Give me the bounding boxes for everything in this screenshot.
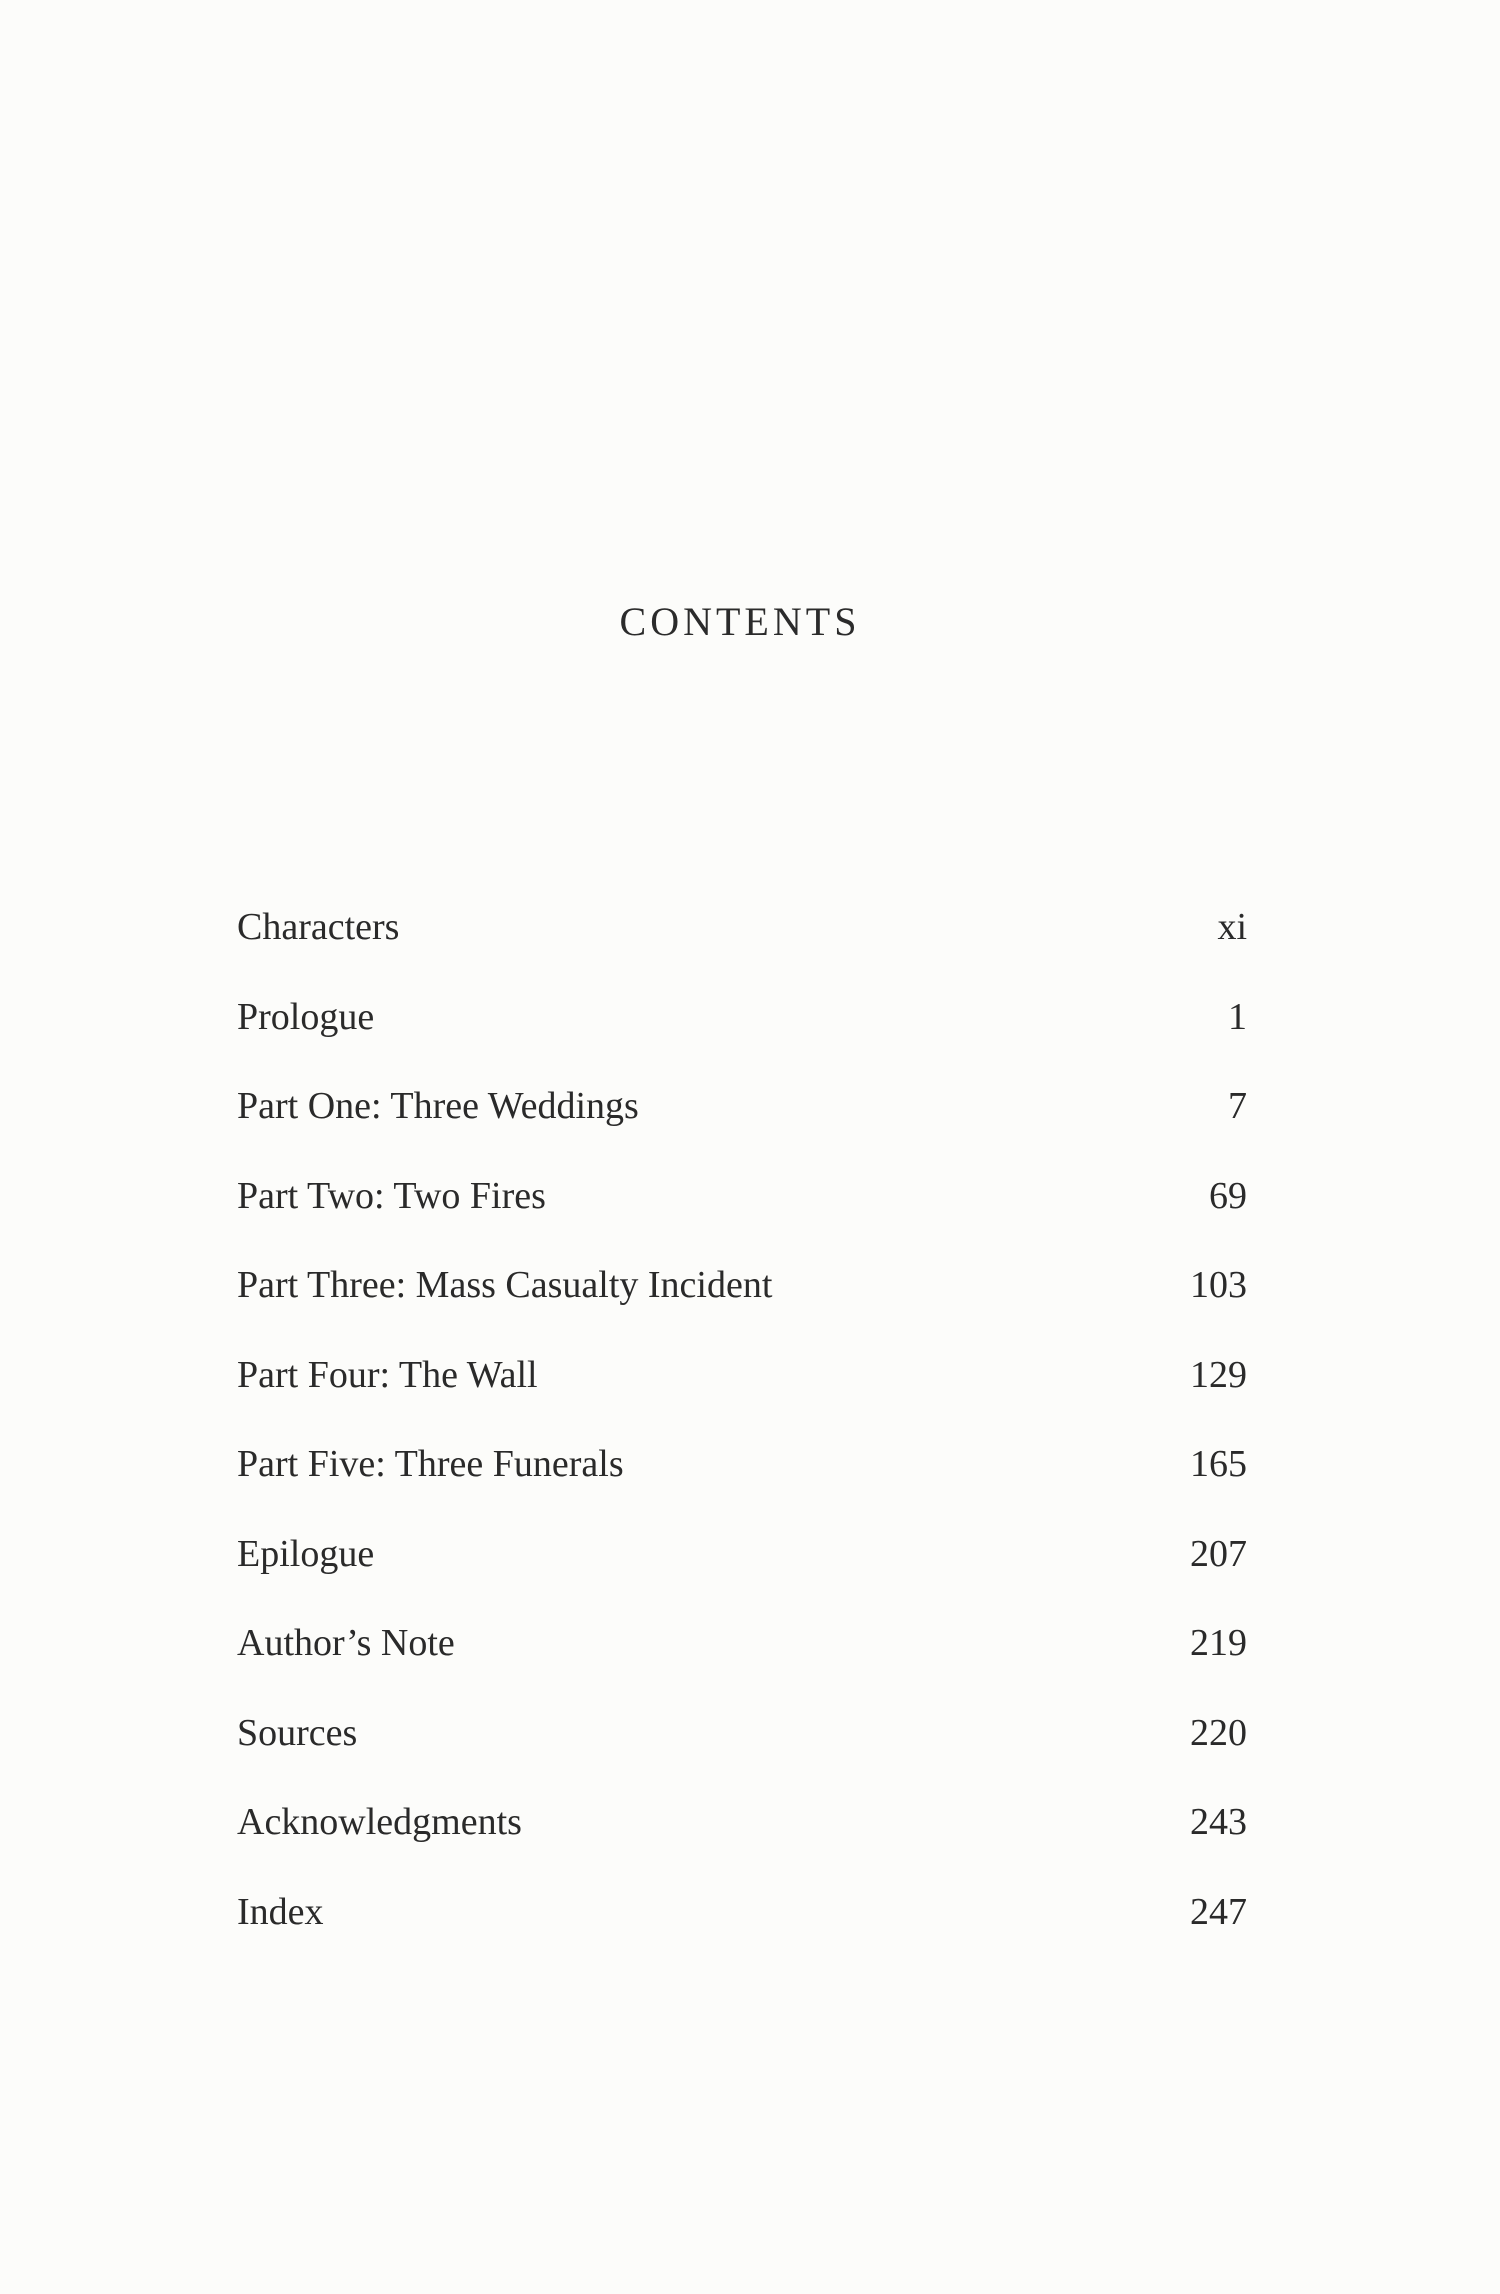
toc-entry-page: 103 xyxy=(1190,1264,1247,1306)
toc-entry-page: 69 xyxy=(1209,1174,1247,1217)
toc-entry xyxy=(237,1800,1247,1890)
toc-entry-page: 129 xyxy=(1190,1353,1247,1396)
toc-entry-title: Part Two: Two Fires xyxy=(237,1174,546,1217)
toc-entry-title: Author’s Note xyxy=(237,1622,455,1664)
toc-entry-page: 219 xyxy=(1190,1622,1247,1664)
toc-entry-page: 165 xyxy=(1190,1443,1247,1485)
toc-entry-title: Characters xyxy=(237,906,400,948)
toc-entry xyxy=(237,1890,1247,1980)
toc-entry-page: 243 xyxy=(1190,1801,1247,1843)
toc-entry-title: Index xyxy=(237,1890,324,1933)
toc-entry-title: Part Four: The Wall xyxy=(237,1353,538,1396)
table-of-contents xyxy=(237,905,1247,1979)
page-title: CONTENTS xyxy=(619,599,861,644)
toc-entry-page: 7 xyxy=(1228,1085,1247,1127)
toc-entry xyxy=(237,1532,1247,1622)
toc-entry-title: Prologue xyxy=(237,995,375,1038)
toc-entry-title: Part Five: Three Funerals xyxy=(237,1443,624,1485)
toc-entry-title: Sources xyxy=(237,1711,358,1754)
toc-entry xyxy=(237,1442,1247,1532)
toc-entry-page: xi xyxy=(1217,906,1247,948)
toc-entry xyxy=(237,1174,1247,1264)
toc-entry xyxy=(237,1621,1247,1711)
toc-entry-title: Part One: Three Weddings xyxy=(237,1085,639,1127)
toc-entry xyxy=(237,905,1247,995)
toc-entry-page: 247 xyxy=(1190,1890,1247,1933)
toc-entry xyxy=(237,1711,1247,1801)
toc-entry-page: 220 xyxy=(1190,1711,1247,1754)
toc-entry-title: Acknowledgments xyxy=(237,1801,522,1843)
toc-entry-title: Part Three: Mass Casualty Incident xyxy=(237,1264,773,1306)
toc-entry xyxy=(237,995,1247,1085)
toc-entry xyxy=(237,1084,1247,1174)
toc-entry-page: 1 xyxy=(1228,995,1247,1038)
toc-entry xyxy=(237,1353,1247,1443)
toc-entry-page: 207 xyxy=(1190,1532,1247,1575)
toc-entry-title: Epilogue xyxy=(237,1532,375,1575)
toc-entry xyxy=(237,1263,1247,1353)
